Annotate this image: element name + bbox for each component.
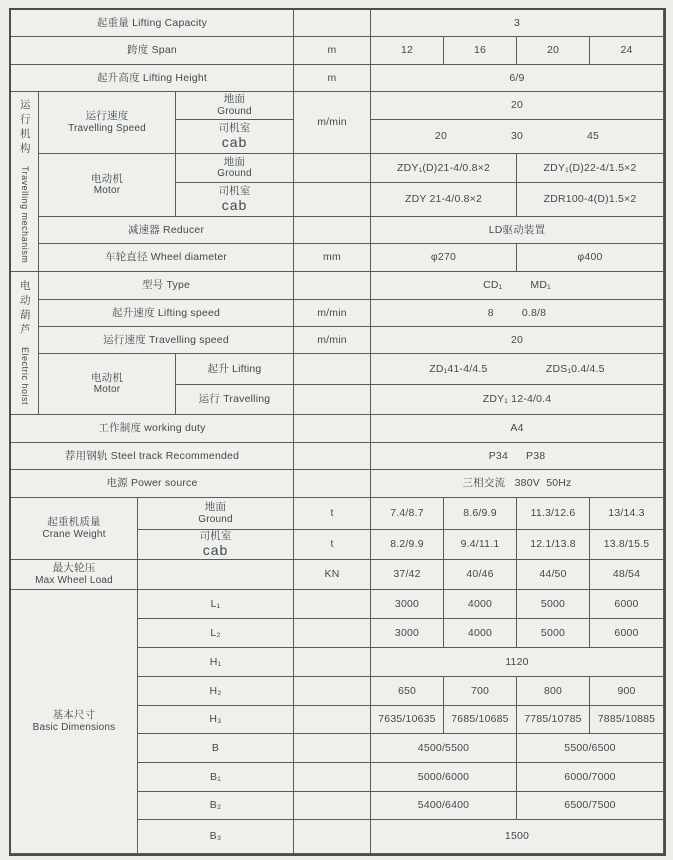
empty-cell	[294, 590, 371, 619]
travelling-speed-cab-values	[371, 120, 664, 154]
dimension-value: 6000	[590, 619, 664, 648]
motor-cab-label	[176, 183, 294, 217]
max-wheel-load-value: 37/42	[371, 560, 444, 590]
empty-cell	[294, 385, 371, 415]
hoist-motor-lifting-value: ZDS₁0.4/4.5	[545, 362, 605, 375]
max-wheel-load-unit: KN	[294, 560, 371, 590]
travelling-speed-label-en: Travelling Speed	[68, 122, 146, 134]
lifting-capacity-value: 3	[371, 10, 664, 37]
steel-track-label: 荐用钢轨 Steel track Recommended	[11, 443, 294, 470]
section-electric-hoist-text	[18, 280, 31, 405]
wheel-diameter-unit: mm	[294, 244, 371, 272]
empty-cell	[294, 470, 371, 498]
crane-weight-label	[11, 498, 138, 560]
section-travelling-mechanism	[11, 92, 39, 272]
dimension-name: H₁	[138, 648, 294, 677]
crane-weight-cab-value: 12.1/13.8	[517, 530, 590, 560]
empty-cell	[294, 272, 371, 300]
dimension-value: 900	[590, 677, 664, 706]
motor-label-zh: 电动机	[90, 172, 124, 185]
power-source-label: 电源 Power source	[11, 470, 294, 498]
cab-label-zh: 司机室	[218, 121, 251, 134]
dimension-name: H₃	[138, 706, 294, 734]
lifting-height-value: 6/9	[371, 65, 664, 92]
dimension-name: B	[138, 734, 294, 763]
wheel-diameter-value: φ270	[371, 244, 517, 272]
ground-label-zh: 地面	[204, 501, 227, 514]
section-zh: 电动葫芦	[18, 280, 31, 339]
empty-cell	[294, 820, 371, 854]
hoist-motor-travelling-label: 运行 Travelling	[176, 385, 294, 415]
empty-cell	[294, 619, 371, 648]
ground-label-zh: 地面	[223, 155, 246, 168]
working-duty-value: A4	[371, 415, 664, 443]
dimension-name: L₂	[138, 619, 294, 648]
cab-label-en: cab	[202, 542, 229, 559]
dimension-value: 7685/10685	[444, 706, 517, 734]
wheel-diameter-value: φ400	[517, 244, 664, 272]
crane-weight-ground-value: 13/14.3	[590, 498, 664, 530]
span-value: 16	[444, 37, 517, 65]
cab-label-zh: 司机室	[218, 184, 251, 197]
dimension-value: 5000	[517, 590, 590, 619]
span-value: 20	[517, 37, 590, 65]
hoist-travelling-speed-label: 运行速度 Travelling speed	[39, 327, 294, 354]
dimension-value: 5000/6000	[371, 763, 517, 792]
motor-ground-label	[176, 154, 294, 183]
section-travelling-mechanism-text	[18, 99, 31, 263]
empty-cell	[294, 677, 371, 706]
ground-label-en: Ground	[217, 168, 252, 180]
section-zh: 运行机构	[18, 99, 31, 158]
dimension-value: 4500/5500	[371, 734, 517, 763]
max-wheel-load-value: 44/50	[517, 560, 590, 590]
hoist-type-values	[371, 272, 664, 300]
dimension-value: 650	[371, 677, 444, 706]
dimension-value: 6000/7000	[517, 763, 664, 792]
span-value: 24	[590, 37, 664, 65]
crane-weight-label-zh: 起重机质量	[47, 516, 101, 529]
dimension-name: B₂	[138, 792, 294, 820]
travelling-speed-label-zh: 运行速度	[85, 110, 129, 123]
ground-label-en: Ground	[217, 105, 252, 117]
empty-cell	[294, 792, 371, 820]
hoist-lifting-speed-unit: m/min	[294, 300, 371, 327]
reducer-value: LD驱动装置	[371, 217, 664, 244]
steel-track-value: P38	[526, 449, 546, 462]
empty-cell	[294, 706, 371, 734]
dimension-value: 5400/6400	[371, 792, 517, 820]
crane-weight-unit: t	[294, 498, 371, 530]
motor-label-zh: 电动机	[90, 371, 124, 384]
hoist-lifting-speed-value: 8	[487, 306, 494, 319]
dimension-value: 3000	[371, 619, 444, 648]
empty-cell	[138, 560, 294, 590]
crane-weight-ground-label	[138, 498, 294, 530]
dimension-value: 5000	[517, 619, 590, 648]
hoist-motor-travelling-value: ZDY₁ 12-4/0.4	[371, 385, 664, 415]
travelling-speed-ground-value: 20	[371, 92, 664, 120]
cab-speed-value: 30	[510, 130, 524, 143]
dimension-value: 3000	[371, 590, 444, 619]
travelling-speed-ground-label	[176, 92, 294, 120]
motor-cab-value: ZDR100-4(D)1.5×2	[517, 183, 664, 217]
empty-cell	[294, 354, 371, 385]
empty-cell	[294, 415, 371, 443]
steel-track-values	[371, 443, 664, 470]
travelling-speed-label	[39, 92, 176, 154]
empty-cell	[294, 183, 371, 217]
ground-label-en: Ground	[198, 513, 233, 525]
span-unit: m	[294, 37, 371, 65]
hoist-motor-lifting-values	[371, 354, 664, 385]
hoist-lifting-speed-value: 0.8/8	[521, 306, 547, 319]
dimension-value: 1120	[371, 648, 664, 677]
cab-label-zh: 司机室	[199, 530, 232, 542]
cab-speed-value: 45	[586, 130, 600, 143]
empty-cell	[294, 217, 371, 244]
crane-weight-unit: t	[294, 530, 371, 560]
crane-weight-cab-value: 8.2/9.9	[371, 530, 444, 560]
hoist-motor-label	[39, 354, 176, 415]
motor-cab-value: ZDY 21-4/0.8×2	[371, 183, 517, 217]
crane-weight-cab-value: 9.4/11.1	[444, 530, 517, 560]
hoist-lifting-speed-label: 起升速度 Lifting speed	[39, 300, 294, 327]
ground-label-zh: 地面	[223, 93, 246, 106]
empty-cell	[294, 763, 371, 792]
dimension-value: 7885/10885	[590, 706, 664, 734]
cab-label-en: cab	[221, 197, 248, 214]
span-value: 12	[371, 37, 444, 65]
empty-cell	[294, 154, 371, 183]
hoist-type-label: 型号 Type	[39, 272, 294, 300]
basic-dimensions-label	[11, 590, 138, 854]
empty-cell	[294, 443, 371, 470]
crane-weight-cab-value: 13.8/15.5	[590, 530, 664, 560]
wheel-diameter-label: 车轮直径 Wheel diameter	[39, 244, 294, 272]
dimension-value: 1500	[371, 820, 664, 854]
max-wheel-load-label	[11, 560, 138, 590]
crane-weight-cab-label	[138, 530, 294, 560]
dimension-name: B₃	[138, 820, 294, 854]
basic-dimensions-label-zh: 基本尺寸	[52, 709, 96, 722]
max-wheel-load-value: 40/46	[444, 560, 517, 590]
travelling-motor-label	[39, 154, 176, 217]
motor-ground-value: ZDY₁(D)21-4/0.8×2	[371, 154, 517, 183]
hoist-travelling-speed-unit: m/min	[294, 327, 371, 354]
hoist-travelling-speed-value: 20	[371, 327, 664, 354]
dimension-value: 4000	[444, 619, 517, 648]
max-wheel-load-label-en: Max Wheel Load	[35, 574, 113, 586]
lifting-height-unit: m	[294, 65, 371, 92]
crane-weight-ground-value: 11.3/12.6	[517, 498, 590, 530]
motor-ground-value: ZDY₁(D)22-4/1.5×2	[517, 154, 664, 183]
reducer-label: 减速器 Reducer	[39, 217, 294, 244]
dimension-value: 4000	[444, 590, 517, 619]
dimension-name: B₁	[138, 763, 294, 792]
motor-label-en: Motor	[93, 384, 121, 396]
hoist-motor-lifting-value: ZD₁41-4/4.5	[429, 362, 488, 375]
dimension-name: L₁	[138, 590, 294, 619]
basic-dimensions-label-en: Basic Dimensions	[32, 721, 116, 733]
motor-label-en: Motor	[93, 185, 121, 197]
travelling-speed-cab-label	[176, 120, 294, 154]
max-wheel-load-label-zh: 最大轮压	[52, 562, 96, 575]
crane-weight-ground-value: 8.6/9.9	[444, 498, 517, 530]
cab-speed-value: 20	[434, 130, 448, 143]
dimension-value: 7635/10635	[371, 706, 444, 734]
max-wheel-load-value: 48/54	[590, 560, 664, 590]
crane-weight-label-en: Crane Weight	[42, 528, 106, 540]
span-label: 跨度 Span	[11, 37, 294, 65]
dimension-value: 5500/6500	[517, 734, 664, 763]
section-en: Travelling mechanism	[19, 166, 30, 264]
lifting-capacity-label: 起重量 Lifting Capacity	[11, 10, 294, 37]
hoist-lifting-speed-values	[371, 300, 664, 327]
dimension-value: 800	[517, 677, 590, 706]
lifting-height-label: 起升高度 Lifting Height	[11, 65, 294, 92]
empty-cell	[294, 734, 371, 763]
steel-track-value: P34	[488, 449, 508, 462]
dimension-value: 6000	[590, 590, 664, 619]
section-electric-hoist	[11, 272, 39, 415]
cab-label-en: cab	[221, 134, 248, 151]
dimension-name: H₂	[138, 677, 294, 706]
dimension-value: 7785/10785	[517, 706, 590, 734]
power-source-value: 三相交流 380V 50Hz	[371, 470, 664, 498]
hoist-motor-lifting-label: 起升 Lifting	[176, 354, 294, 385]
section-en: Electric hoist	[19, 347, 30, 406]
dimension-value: 6500/7500	[517, 792, 664, 820]
hoist-type-value: CD₁	[483, 279, 503, 292]
hoist-type-value: MD₁	[530, 279, 551, 292]
travelling-speed-unit: m/min	[294, 92, 371, 154]
empty-cell	[294, 648, 371, 677]
working-duty-label: 工作制度 working duty	[11, 415, 294, 443]
empty-cell	[294, 10, 371, 37]
crane-weight-ground-value: 7.4/8.7	[371, 498, 444, 530]
crane-spec-table	[9, 8, 666, 856]
dimension-value: 700	[444, 677, 517, 706]
